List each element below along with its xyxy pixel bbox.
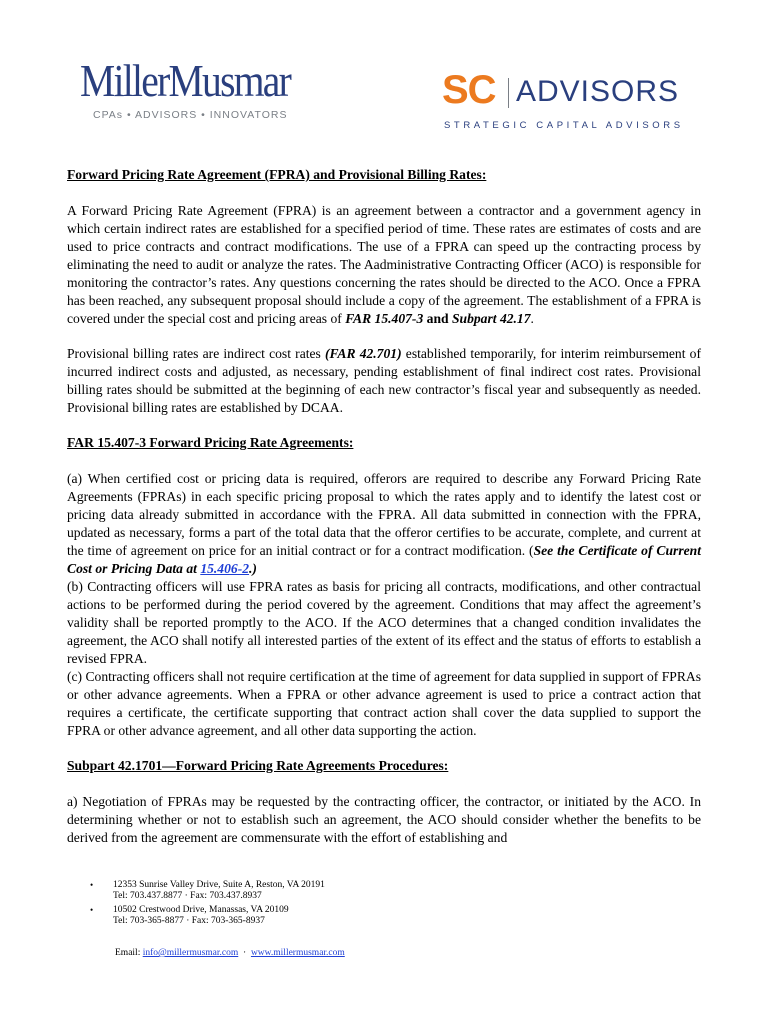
section-heading-subpart-421701: Subpart 42.1701—Forward Pricing Rate Agreements Procedures: [67,758,449,773]
far-reference: (FAR 42.701) [325,346,402,361]
footer-addresses [90,880,450,930]
millermusmar-logo [80,55,340,128]
address-manassas: • 10502 Crestwood Drive, Manassas, VA 20109 Tel: 703-365-8877 · Fax: 703-365-8937 [90,905,289,926]
far-15406-2-link[interactable]: 15.406-2 [200,561,250,576]
address-reston: • 12353 Sunrise Valley Drive, Suite A, Reston, VA 20191 Tel: 703.437.8877 · Fax: 703.437.8937 [90,880,325,901]
bullet-icon: • [90,905,94,915]
logo-tagline: CPAs • ADVISORS • INNOVATORS [93,109,288,121]
section-heading-far-15407: FAR 15.407-3 Forward Pricing Rate Agreements: [67,435,354,450]
paragraph-b: (b) Contracting officers will use FPRA rates as basis for pricing all contracts, modifications, and other contractual actions to be performed during the period covered by the agreement. Conditions that may affect the agreement’s validity shall be reported promptly to the ACO. If the ACO determines that a changed condition invalidates the agreement, the ACO shall notify all interested parties of the extent of its effect and the status of efforts to establish a revised FPRA. [67,579,701,666]
far-reference: FAR 15.407-3 [345,311,424,326]
paragraph-fpra-intro: A Forward Pricing Rate Agreement (FPRA) is an agreement between a contractor and a government agency in which certain indirect rates are established for a specified period of time. These rates are estimates of costs and are used to price contracts and contract modifications. The use of a FPRA can speed up the contracting process by eliminating the need to audit or analyze the rates. The Aadministrative Contracting Officer (ACO) is responsible for monitoring the contractor’s rates. Any questions concerning the rates should be directed to the ACO. Once a FPRA has been reached, any subsequent proposal should include a copy of the agreement. The establishment of a FPRA is covered under the special cost and pricing areas of FAR 15.407-3 and Subpart 42.17. [67,203,701,326]
footer-contact: Email: info@millermusmar.com · www.millermusmar.com [115,948,345,958]
subpart-reference: Subpart 42.17 [451,311,531,326]
logo-name: MillerMusmar [80,55,291,106]
sc-advisors-logo [442,68,702,134]
section-heading-fpra: Forward Pricing Rate Agreement (FPRA) and Provisional Billing Rates: [67,167,487,182]
sc-word: ADVISORS [516,75,680,108]
paragraph-c: (c) Contracting officers shall not require certification at the time of agreement for data supplied in support of FPRAs or other advance agreements. When a FPRA or other advance agreement is used to price a contract action that requires a certificate, the certificate supporting that contract action shall cover the data supplied to support the FPRA or other advance agreement, and all other data supporting the action. [67,669,701,738]
logo-divider [508,78,509,108]
sc-subtitle: STRATEGIC CAPITAL ADVISORS [444,120,684,131]
website-link[interactable]: www.millermusmar.com [250,948,345,958]
paragraph-negotiation: a) Negotiation of FPRAs may be requested by the contracting officer, the contractor, or initiated by the ACO. In determining whether or not to establish such an agreement, the ACO should consider whether the benefits to be derived from the agreement are commensurate with the effort of establishing and [67,794,701,845]
paragraph-provisional-billing: Provisional billing rates are indirect cost rates (FAR 42.701) established temporarily, for interim reimbursement of incurred indirect costs and adjusted, as necessary, pending establishment of final indirect cost rates. Provisional billing rates should be submitted at the beginning of each new contractor’s fiscal year and subsequently as needed. Provisional billing rates are established by DCAA. [67,346,701,415]
email-link[interactable]: info@millermusmar.com [142,948,239,958]
bullet-icon: • [90,880,94,890]
paragraph-a: (a) When certified cost or pricing data is required, offerors are required to describe any Forward Pricing Rate Agreements (FPRAs) in each specific pricing proposal to which the rates apply and to identify the latest cost or pricing data already submitted in accordance with the FPRA. All data submitted in connection with the FPRA, updated as necessary, forms a part of the total data that the offeror certifies to be accurate, complete, and current at the time of agreement on price for an initial contract or for a contract modification. (See the Certificate of Current Cost or Pricing Data at 15.406-2.) [67,471,701,576]
document-body [67,166,701,847]
sc-mark: SC [442,68,496,112]
